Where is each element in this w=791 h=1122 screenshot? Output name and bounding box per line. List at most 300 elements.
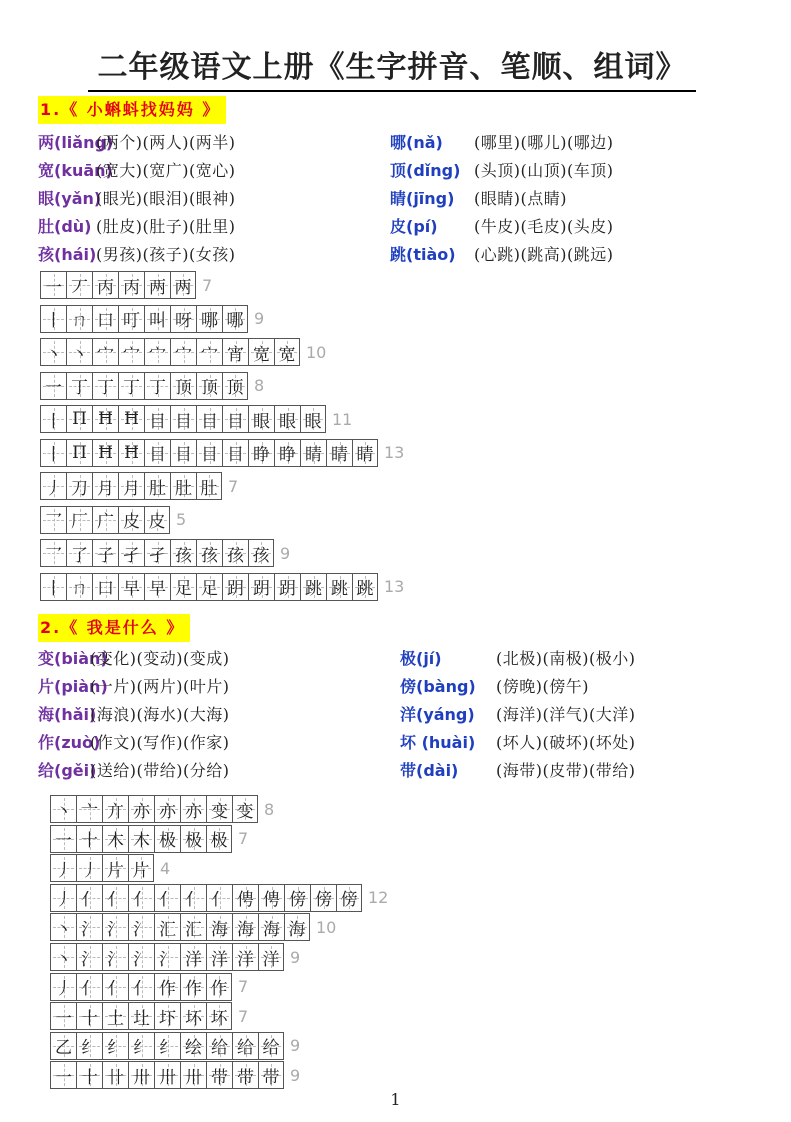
stroke-glyph: 海 (237, 919, 254, 940)
stroke-cell (40, 506, 66, 534)
stroke-glyph: 了 (71, 545, 88, 566)
stroke-cell (284, 884, 310, 912)
stroke-glyph: 宀 (97, 344, 114, 365)
stroke-cell (66, 573, 92, 601)
stroke-glyph: 带 (237, 1067, 254, 1088)
stroke-glyph: 宀 (201, 344, 218, 365)
vocab-phrases: (傍晚)(傍午) (496, 677, 589, 696)
stroke-glyph: 卄 (107, 1067, 124, 1088)
stroke-cell (92, 506, 118, 534)
stroke-cell (118, 439, 144, 467)
stroke-cell (180, 943, 206, 971)
stroke-glyph: 极 (159, 831, 176, 852)
stroke-glyph: 给 (211, 1038, 228, 1059)
stroke-glyph: 亻 (107, 890, 124, 911)
stroke-glyph: 十 (81, 1008, 98, 1029)
stroke-glyph: 洋 (211, 949, 228, 970)
stroke-order-row (40, 304, 264, 334)
stroke-glyph: 跳 (331, 579, 348, 599)
stroke-count: 10 (316, 917, 337, 937)
stroke-cell (180, 1061, 206, 1089)
stroke-glyph: 氵 (159, 949, 176, 970)
stroke-glyph: 极 (210, 831, 228, 852)
stroke-glyph: 卅 (185, 1067, 202, 1088)
stroke-cell (40, 271, 66, 299)
stroke-cell (102, 913, 128, 941)
stroke-glyph: 俜 (263, 890, 280, 911)
page-title: 二年级语文上册《生字拼音、笔顺、组词》 (88, 48, 696, 92)
stroke-glyph: 顶 (201, 378, 218, 398)
vocab-phrases: (一片)(两片)(叶片) (90, 677, 230, 696)
vocab-phrases: (宽大)(宽广)(宽心) (96, 161, 236, 180)
stroke-glyph: 亻 (133, 979, 150, 1000)
stroke-glyph: 孑 (149, 545, 166, 566)
stroke-glyph: 口 (97, 579, 114, 599)
stroke-glyph: 海 (263, 919, 280, 940)
vocab-phrases: (眼光)(眼泪)(眼神) (96, 189, 236, 208)
vocab-entry (400, 674, 589, 700)
stroke-glyph: 变 (236, 801, 254, 822)
stroke-glyph: 木 (107, 831, 124, 852)
stroke-glyph: 皮 (123, 512, 140, 532)
stroke-glyph: 丿 (55, 979, 72, 1000)
stroke-cell (180, 913, 206, 941)
stroke-cell (128, 973, 154, 1001)
stroke-glyph: 跳 (305, 579, 322, 599)
stroke-cell (154, 884, 180, 912)
vocab-word: 片(piàn) (38, 677, 108, 696)
stroke-cell (170, 573, 196, 601)
stroke-count: 7 (202, 275, 213, 295)
stroke-cell (206, 913, 232, 941)
stroke-glyph: 丶 (71, 344, 88, 365)
stroke-glyph: 丁 (149, 378, 166, 398)
stroke-cell (274, 338, 300, 366)
stroke-cell (144, 539, 170, 567)
stroke-glyph: 顶 (226, 378, 244, 398)
stroke-glyph: 亻 (133, 890, 150, 911)
vocab-entry (38, 130, 236, 156)
stroke-glyph: 孩 (252, 545, 270, 566)
vocab-phrases: (坏人)(破坏)(坏处) (496, 733, 636, 752)
stroke-glyph: 目 (227, 445, 244, 465)
stroke-cell (310, 884, 336, 912)
stroke-glyph: 极 (185, 831, 202, 852)
stroke-cell (66, 372, 92, 400)
stroke-glyph: 亦 (185, 801, 202, 822)
stroke-glyph: 氵 (81, 949, 98, 970)
stroke-glyph: 跀 (253, 579, 270, 599)
stroke-cell (118, 338, 144, 366)
stroke-glyph: 丆 (71, 277, 88, 298)
vocab-word: 洋(yáng) (400, 705, 475, 724)
stroke-cell (66, 506, 92, 534)
stroke-cell (196, 573, 222, 601)
stroke-cell (118, 539, 144, 567)
stroke-cell (170, 539, 196, 567)
stroke-glyph: 叫 (149, 311, 166, 331)
stroke-cell (180, 825, 206, 853)
stroke-cell (92, 539, 118, 567)
stroke-cell (66, 405, 92, 433)
stroke-order-row (40, 538, 290, 568)
stroke-glyph: 肚 (175, 478, 192, 499)
stroke-glyph: Π (72, 409, 87, 429)
stroke-glyph: 一 (45, 378, 62, 398)
vocab-word: 极(jí) (400, 649, 442, 668)
stroke-cell (76, 825, 102, 853)
stroke-cell (76, 973, 102, 1001)
stroke-cell (118, 305, 144, 333)
stroke-glyph: 月 (123, 478, 140, 499)
stroke-cell (222, 305, 248, 333)
stroke-glyph: 亦 (159, 801, 176, 822)
vocab-word: 两(liǎng) (38, 133, 114, 152)
stroke-count: 11 (332, 409, 353, 429)
stroke-glyph: 给 (262, 1038, 280, 1059)
stroke-cell (196, 405, 222, 433)
vocab-word: 睛(jīng) (390, 189, 455, 208)
vocab-entry (390, 242, 614, 268)
vocab-word: 傍(bàng) (400, 677, 476, 696)
stroke-glyph: 宵 (227, 344, 244, 365)
stroke-cell (92, 573, 118, 601)
stroke-glyph: 哪 (201, 311, 218, 331)
stroke-cell (50, 1032, 76, 1060)
stroke-glyph: 孩 (201, 545, 218, 566)
stroke-glyph: 丨 (45, 411, 62, 432)
stroke-cell (144, 338, 170, 366)
stroke-glyph: ㄇ (71, 311, 88, 331)
stroke-cell (50, 884, 76, 912)
stroke-glyph: 目 (201, 445, 218, 465)
stroke-glyph: 丶 (45, 344, 62, 365)
stroke-glyph: 汇 (159, 919, 176, 940)
vocab-word: 肚(dù) (38, 217, 92, 236)
stroke-cell (248, 539, 274, 567)
stroke-glyph: Ħ (98, 409, 113, 429)
stroke-cell (76, 795, 102, 823)
stroke-cell (92, 472, 118, 500)
stroke-cell (180, 884, 206, 912)
vocab-phrases: (眼睛)(点睛) (474, 189, 567, 208)
stroke-glyph: 跀 (279, 579, 296, 599)
stroke-glyph: 宀 (123, 344, 140, 365)
stroke-glyph: 睛 (305, 445, 322, 465)
vocab-word: 孩(hái) (38, 245, 97, 264)
stroke-order-row (50, 824, 248, 854)
stroke-cell (76, 1032, 102, 1060)
stroke-glyph: 厂 (71, 512, 88, 532)
stroke-cell (76, 854, 102, 882)
stroke-cell (326, 573, 352, 601)
stroke-cell (170, 405, 196, 433)
stroke-cell (40, 372, 66, 400)
stroke-glyph: 汇 (185, 919, 202, 940)
stroke-cell (154, 943, 180, 971)
stroke-glyph: 作 (210, 979, 228, 1000)
stroke-count: 7 (238, 977, 249, 997)
stroke-cell (40, 338, 66, 366)
vocab-word: 眼(yǎn) (38, 189, 102, 208)
stroke-glyph: 亣 (107, 801, 124, 822)
stroke-glyph: 肚 (200, 478, 218, 499)
stroke-cell (232, 884, 258, 912)
stroke-count: 9 (290, 1036, 301, 1056)
vocab-phrases: (头顶)(山顶)(车顶) (474, 161, 614, 180)
stroke-cell (128, 1061, 154, 1089)
stroke-glyph: 孩 (227, 545, 244, 566)
stroke-cell (118, 405, 144, 433)
stroke-glyph: 片 (132, 860, 150, 881)
stroke-glyph: 乛 (45, 512, 62, 532)
stroke-glyph: 土 (107, 1008, 124, 1029)
stroke-glyph: 纟 (133, 1038, 150, 1059)
vocab-entry (38, 158, 236, 184)
stroke-glyph: 皮 (148, 512, 166, 532)
vocab-phrases: (海带)(皮带)(带给) (496, 761, 636, 780)
vocab-phrases: (心跳)(跳高)(跳远) (474, 245, 614, 264)
stroke-cell (118, 573, 144, 601)
stroke-cell (66, 539, 92, 567)
vocab-phrases: (哪里)(哪儿)(哪边) (474, 133, 614, 152)
stroke-count: 8 (264, 799, 275, 819)
vocab-entry (38, 758, 230, 784)
stroke-glyph: 丁 (97, 378, 114, 398)
stroke-order-row (40, 438, 404, 468)
stroke-cell (118, 506, 144, 534)
stroke-count: 7 (228, 476, 239, 496)
stroke-cell (50, 795, 76, 823)
stroke-glyph: 跀 (227, 579, 244, 599)
stroke-glyph: 睁 (253, 445, 270, 465)
stroke-glyph: 丁 (123, 378, 140, 398)
stroke-glyph: 目 (149, 445, 166, 465)
stroke-cell (222, 338, 248, 366)
vocab-phrases: (北极)(南极)(极小) (496, 649, 636, 668)
vocab-phrases: (牛皮)(毛皮)(头皮) (474, 217, 614, 236)
stroke-cell (76, 943, 102, 971)
stroke-glyph: Ħ (124, 409, 139, 429)
vocab-phrases: (海浪)(海水)(大海) (90, 705, 230, 724)
stroke-cell (284, 913, 310, 941)
stroke-order-row (40, 572, 404, 602)
stroke-cell (206, 795, 232, 823)
stroke-glyph: 眼 (304, 411, 322, 432)
stroke-cell (128, 854, 154, 882)
stroke-count: 12 (368, 888, 389, 908)
stroke-count: 9 (254, 309, 265, 328)
stroke-glyph: 刀 (71, 478, 88, 499)
stroke-glyph: 目 (227, 411, 244, 432)
stroke-glyph: 海 (288, 919, 306, 940)
stroke-glyph: 洋 (185, 949, 202, 970)
stroke-order-row (50, 972, 248, 1002)
stroke-glyph: 丨 (45, 445, 62, 465)
stroke-cell (92, 271, 118, 299)
stroke-cell (118, 271, 144, 299)
stroke-cell (258, 884, 284, 912)
stroke-cell (144, 305, 170, 333)
stroke-glyph: 睛 (356, 445, 374, 465)
stroke-cell (222, 573, 248, 601)
stroke-glyph: 海 (211, 919, 228, 940)
stroke-cell (326, 439, 352, 467)
stroke-glyph: 早 (149, 579, 166, 599)
stroke-cell (222, 405, 248, 433)
stroke-glyph: 傍 (315, 890, 332, 911)
stroke-glyph: 坏 (210, 1008, 228, 1029)
stroke-cell (92, 405, 118, 433)
stroke-cell (222, 372, 248, 400)
stroke-cell (102, 1002, 128, 1030)
stroke-glyph: 傍 (340, 890, 358, 911)
stroke-glyph: 丶 (55, 949, 72, 970)
vocab-word: 海(hǎi) (38, 705, 97, 724)
stroke-cell (336, 884, 362, 912)
stroke-cell (232, 1032, 258, 1060)
stroke-glyph: 俜 (237, 890, 254, 911)
stroke-order-row (40, 505, 186, 535)
stroke-cell (128, 825, 154, 853)
stroke-cell (128, 913, 154, 941)
vocab-phrases: (变化)(变动)(变成) (90, 649, 230, 668)
stroke-order-row (40, 270, 212, 300)
stroke-cell (300, 439, 326, 467)
stroke-cell (248, 338, 274, 366)
stroke-cell (40, 305, 66, 333)
vocab-phrases: (送给)(带给)(分给) (90, 761, 230, 780)
stroke-glyph: 傍 (289, 890, 306, 911)
vocab-entry (390, 158, 614, 184)
stroke-order-row (40, 471, 238, 501)
stroke-count: 7 (238, 829, 249, 849)
vocab-entry (38, 186, 236, 212)
stroke-glyph: Ħ (98, 442, 113, 463)
stroke-cell (102, 1061, 128, 1089)
stroke-cell (40, 539, 66, 567)
stroke-glyph: 亻 (81, 979, 98, 1000)
stroke-glyph: 叮 (123, 311, 140, 331)
stroke-glyph: 十 (81, 831, 98, 852)
stroke-glyph: 卅 (159, 1067, 176, 1088)
stroke-glyph: 丿 (45, 478, 62, 499)
stroke-order-row (50, 1060, 300, 1090)
stroke-cell (196, 539, 222, 567)
stroke-cell (206, 1061, 232, 1089)
stroke-glyph: 洋 (237, 949, 254, 970)
lesson-2-heading: 2.《 我是什么 》 (38, 614, 190, 642)
stroke-cell (40, 439, 66, 467)
stroke-glyph: 亠 (81, 801, 98, 822)
stroke-cell (170, 271, 196, 299)
stroke-cell (128, 884, 154, 912)
stroke-glyph: 睛 (331, 445, 348, 465)
stroke-cell (222, 439, 248, 467)
stroke-cell (232, 795, 258, 823)
stroke-cell (144, 439, 170, 467)
vocab-entry (38, 730, 230, 756)
stroke-cell (128, 795, 154, 823)
vocab-word: 宽(kuān) (38, 161, 113, 180)
stroke-cell (118, 372, 144, 400)
stroke-glyph: 亻 (107, 979, 124, 1000)
stroke-glyph: 目 (149, 411, 166, 432)
stroke-count: 7 (238, 1006, 249, 1026)
stroke-glyph: 给 (237, 1038, 254, 1059)
stroke-cell (76, 1002, 102, 1030)
stroke-cell (154, 913, 180, 941)
stroke-glyph: 亻 (81, 890, 98, 911)
vocab-phrases: (海洋)(洋气)(大洋) (496, 705, 636, 724)
stroke-cell (222, 539, 248, 567)
stroke-glyph: 早 (123, 579, 140, 599)
stroke-cell (232, 1061, 258, 1089)
stroke-glyph: 纟 (107, 1038, 124, 1059)
stroke-glyph: 跳 (356, 579, 374, 599)
stroke-order-row (50, 883, 388, 913)
stroke-cell (102, 795, 128, 823)
stroke-glyph: 月 (97, 478, 114, 499)
stroke-cell (154, 1032, 180, 1060)
stroke-glyph: 顶 (175, 378, 192, 398)
stroke-cell (170, 439, 196, 467)
stroke-count: 9 (280, 543, 291, 563)
stroke-glyph: 宽 (278, 344, 296, 365)
stroke-count: 5 (176, 510, 187, 529)
stroke-cell (274, 405, 300, 433)
stroke-glyph: 孩 (175, 545, 192, 566)
stroke-cell (102, 884, 128, 912)
stroke-cell (300, 573, 326, 601)
stroke-order-row (50, 942, 300, 972)
stroke-cell (40, 573, 66, 601)
stroke-glyph: 肚 (149, 478, 166, 499)
stroke-cell (144, 506, 170, 534)
stroke-glyph: 洋 (262, 949, 280, 970)
stroke-cell (196, 472, 222, 500)
stroke-cell (66, 305, 92, 333)
stroke-glyph: 纟 (81, 1038, 98, 1059)
vocab-word: 哪(nǎ) (390, 133, 443, 152)
stroke-glyph: 目 (175, 411, 192, 432)
stroke-glyph: 氵 (133, 919, 150, 940)
vocab-entry (38, 242, 236, 268)
stroke-cell (248, 439, 274, 467)
stroke-cell (144, 472, 170, 500)
stroke-glyph: 卅 (133, 1067, 150, 1088)
stroke-glyph: 作 (159, 979, 176, 1000)
stroke-cell (248, 573, 274, 601)
stroke-count: 9 (290, 1065, 301, 1085)
stroke-glyph: 绘 (185, 1038, 202, 1059)
stroke-cell (50, 913, 76, 941)
stroke-glyph: 丶 (55, 801, 72, 822)
stroke-cell (144, 573, 170, 601)
stroke-cell (258, 913, 284, 941)
stroke-cell (232, 913, 258, 941)
stroke-glyph: 乛 (45, 545, 62, 566)
stroke-cell (66, 271, 92, 299)
stroke-cell (300, 405, 326, 433)
stroke-glyph: 丿 (81, 860, 98, 881)
stroke-cell (206, 1002, 232, 1030)
stroke-cell (180, 973, 206, 1001)
stroke-cell (40, 472, 66, 500)
stroke-glyph: 丿 (55, 890, 72, 911)
lesson-1-heading: 1.《 小蝌蚪找妈妈 》 (38, 96, 226, 124)
vocab-entry (400, 730, 636, 756)
